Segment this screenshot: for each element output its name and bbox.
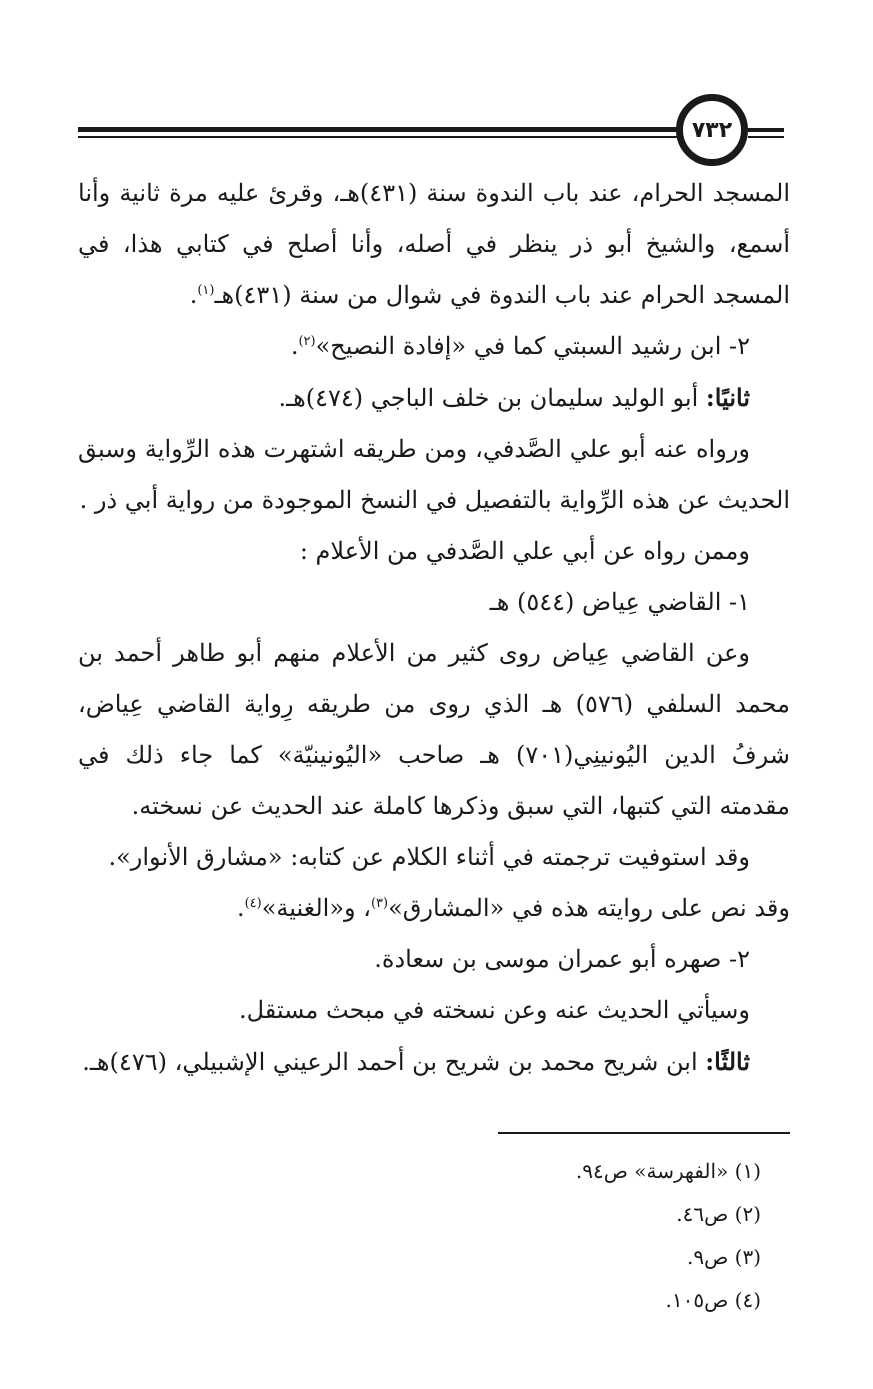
paragraph-3	[78, 372, 790, 424]
section-lead: ثالثًا:	[705, 1047, 750, 1076]
paragraph-2	[78, 321, 790, 372]
paragraph-5	[78, 526, 790, 577]
footnote-ref[interactable]: (٣)	[370, 896, 389, 911]
header-rule-stub	[748, 128, 784, 132]
section-lead: ثانيًا:	[705, 383, 750, 412]
paragraph-text: وسيأتي الحديث عنه وعن نسخته في مبحث مستقل.	[238, 996, 750, 1024]
paragraph-text: المسجد الحرام، عند باب الندوة سنة (٤٣١)هـ، وقرئ عليه مرة ثانية وأنا أسمع، والشيخ أبو ذر ينظر في أصله، وأنا أصلح في كتابي هذا، في المسجد الحرام عند باب الندوة في شوال من سنة (٤٣١)هـ	[78, 179, 791, 309]
paragraph-text: وممن رواه عن أبي علي الصَّدفي من الأعلام :	[299, 537, 750, 565]
paragraph-6	[78, 577, 790, 628]
footnote-item: (١) «الفهرسة» ص٩٤.	[575, 1159, 761, 1183]
paragraph-text: ٢- ابن رشيد السبتي كما في «إفادة النصيح»	[315, 332, 750, 360]
paragraph-7	[78, 628, 790, 832]
footnote-item: (٢) ص٤٦.	[676, 1202, 761, 1226]
paragraph-8	[78, 832, 790, 883]
paragraph-text: وقد استوفيت ترجمته في أثناء الكلام عن كتابه: «مشارق الأنوار».	[108, 843, 750, 871]
punctuation: .	[189, 281, 198, 309]
punctuation: .	[290, 332, 299, 360]
paragraph-text: ورواه عنه أبو علي الصَّدفي، ومن طريقه اشتهرت هذه الرِّواية وسبق الحديث عن هذه الرِّواية بالتفصيل في النسخ الموجودة من رواية أبي ذر .	[78, 435, 790, 514]
page-number: ٧٣٢	[691, 117, 733, 143]
header-rule-thick	[78, 127, 683, 132]
paragraph-12	[78, 1036, 790, 1088]
paragraph-text: أبو الوليد سليمان بن خلف الباجي (٤٧٤)هـ.	[278, 384, 706, 412]
footnotes	[161, 1150, 761, 1322]
footnote-divider	[498, 1132, 790, 1134]
footnote-ref[interactable]: (٤)	[244, 896, 262, 911]
page-number-badge	[676, 94, 748, 166]
footnote-ref[interactable]: (١)	[197, 283, 215, 298]
paragraph-text: ١- القاضي عِياض (٥٤٤) هـ	[489, 588, 750, 616]
header-rule-stub	[748, 136, 784, 138]
paragraph-11	[78, 985, 790, 1036]
main-text	[78, 168, 790, 1088]
paragraph-10	[78, 934, 790, 985]
paragraph-4	[78, 424, 790, 526]
paragraph-1	[78, 168, 790, 321]
punctuation: .	[236, 894, 245, 922]
paragraph-text: وعن القاضي عِياض روى كثير من الأعلام منهم أبو طاهر أحمد بن محمد السلفي (٥٧٦) هـ الذي روى من طريقه رِواية القاضي عِياض، شرفُ الدين اليُونينِي(٧٠١) هـ صاحب «اليُونينيّة» كما جاء ذلك في مقدمته التي كتبها، التي سبق وذكرها كاملة عند الحديث عن نسخته.	[78, 639, 791, 820]
paragraph-9	[78, 883, 790, 934]
paragraph-text: ، و«الغنية»	[261, 894, 371, 922]
paragraph-text: وقد نص على روايته هذه في «المشارق»	[388, 894, 790, 922]
footnote-item: (٤) ص١٠٥.	[665, 1288, 761, 1312]
paragraph-text: ابن شريح محمد بن شريح بن أحمد الرعيني الإشبيلي، (٤٧٦)هـ.	[82, 1048, 706, 1076]
paragraph-text: ٢- صهره أبو عمران موسى بن سعادة.	[374, 945, 750, 973]
footnote-item: (٣) ص٩.	[686, 1245, 761, 1269]
header-rule-thin	[78, 136, 683, 138]
footnote-ref[interactable]: (٢)	[298, 334, 316, 349]
